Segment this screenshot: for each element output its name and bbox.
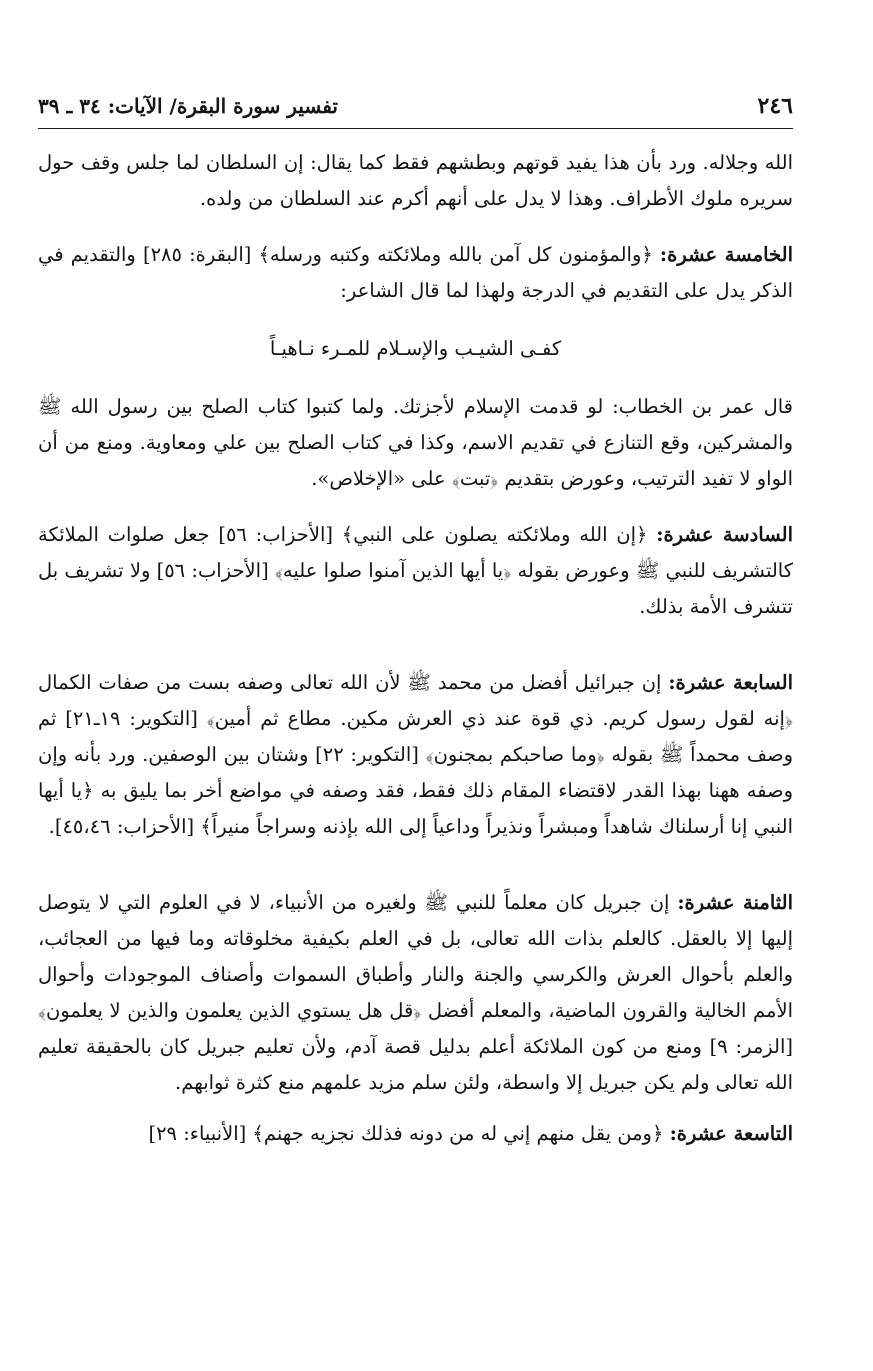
poetry-verse: كفـى الشيـب والإسـلام للمـرء نـاهيـاً xyxy=(269,337,562,360)
point-18-text: إن جبريل كان معلماً للنبي ﷺ ولغيره من الأنبياء، لا في العلوم التي لا يتوصل إليها إلا بالعقل. كالعلم بذات الله تعالى، بل في العلم بكيفية مخلوقاته وما فيها من العجائب، والعلم بأحوال العرش والكرسي والجنة والنار وأطباق السموات وأصناف الموجودات وأحوال الأمم الخالية والقرون الماضية، والمعلم أفضل ﴿قل هل يستوي الذين يعلمون والذين لا يعلمون﴾ [الزمر: ٩] ومنع من كون الملائكة أعلم بدليل قصة آدم، ولأن تعليم جبريل كان بالحقيقة تعليم الله تعالى ولم يكن جبريل إلا واسطة، ولئن سلم مزيد علمهم منع كثرة ثوابهم. xyxy=(38,891,794,1094)
point-18-label: الثامنة عشرة: xyxy=(677,891,794,914)
point-15-continuation xyxy=(38,389,793,497)
point-18-paragraph xyxy=(38,885,793,1101)
point-15-paragraph xyxy=(38,237,793,309)
point-15-text: ﴿والمؤمنون كل آمن بالله وملائكته وكتبه ورسله﴾ [البقرة: ٢٨٥] والتقديم في الذكر يدل على التقديم في الدرجة ولهذا لما قال الشاعر: xyxy=(38,243,793,302)
point-17-label: السابعة عشرة: xyxy=(668,671,793,694)
point-17-text: إن جبرائيل أفضل من محمد ﷺ لأن الله تعالى وصفه بست من صفات الكمال ﴿إنه لقول رسول كريم. ذي قوة عند ذي العرش مكين. مطاع ثم أمين﴾ [التكوير: ١٩ـ٢١] ثم وصف محمداً ﷺ بقوله ﴿وما صاحبكم بمجنون﴾ [التكوير: ٢٢] وشتان بين الوصفين. ورد بأنه وإن وصفه ههنا بهذا القدر لاقتضاء المقام ذلك فقط، فقد وصفه في مواضع أخر بما يليق به ﴿يا أيها النبي إنا أرسلناك شاهداً ومبشراً ونذيراً وداعياً إلى الله بإذنه وسراجاً منيراً﴾ [الأحزاب: ٤٥،٤٦]. xyxy=(38,671,793,838)
point-15-continuation-text: قال عمر بن الخطاب: لو قدمت الإسلام لأجزتك. ولما كتبوا كتاب الصلح بين رسول الله ﷺ والمشركين، وقع التنازع في تقديم الاسم، وكذا في كتاب الصلح بين علي ومعاوية. ومنع من أن الواو لا تفيد الترتيب، وعورض بتقديم ﴿تبت﴾ على «الإخلاص». xyxy=(38,395,793,490)
running-title: تفسير سورة البقرة/ الآيات: ٣٤ ـ ٣٩ xyxy=(38,94,338,118)
page-number: ٢٤٦ xyxy=(757,93,793,119)
point-19-text: ﴿ومن يقل منهم إني له من دونه فذلك نجزيه جهنم﴾ [الأنبياء: ٢٩] xyxy=(148,1122,664,1145)
page-header xyxy=(38,92,793,129)
point-16-paragraph xyxy=(38,517,793,625)
intro-text: الله وجلاله. ورد بأن هذا يفيد قوتهم وبطشهم فقط كما يقال: إن السلطان لما جلس وقف حول سريره ملوك الأطراف. وهذا لا يدل على أنهم أكرم عند السلطان من ولده. xyxy=(38,151,793,210)
intro-paragraph xyxy=(38,145,793,217)
point-17-paragraph xyxy=(38,665,793,845)
point-19-paragraph xyxy=(38,1116,793,1152)
page-body xyxy=(38,145,793,1152)
point-16-text: ﴿إن الله وملائكته يصلون على النبي﴾ [الأحزاب: ٥٦] جعل صلوات الملائكة كالتشريف للنبي ﷺ وعورض بقوله ﴿يا أيها الذين آمنوا صلوا عليه﴾ [الأحزاب: ٥٦] ولا تشريف بل تتشرف الأمة بذلك. xyxy=(38,523,793,618)
point-15-label: الخامسة عشرة: xyxy=(659,243,793,266)
point-19-label: التاسعة عشرة: xyxy=(669,1122,793,1145)
point-16-label: السادسة عشرة: xyxy=(656,523,793,546)
